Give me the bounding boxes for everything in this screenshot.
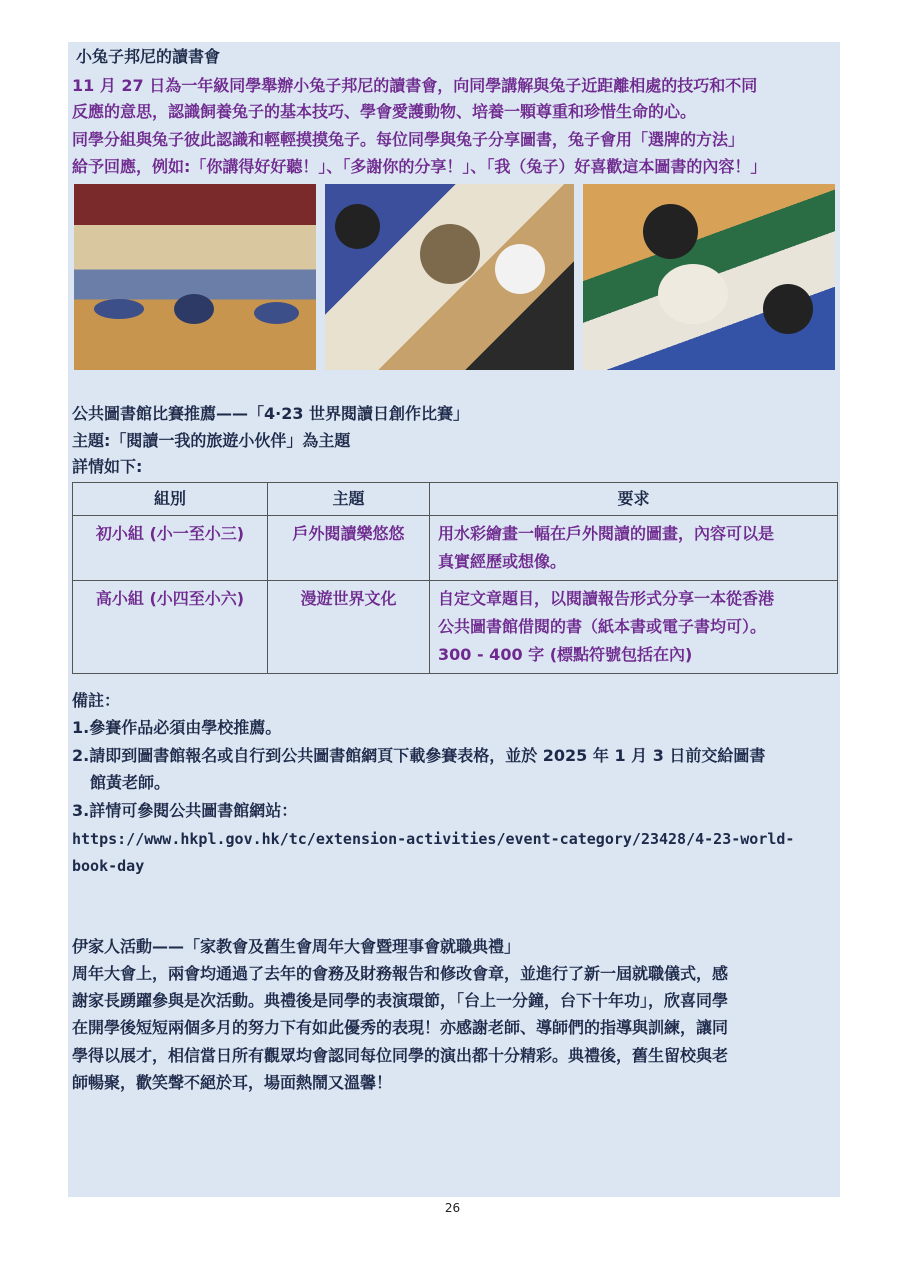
- table-header: 主題: [268, 483, 430, 516]
- section1-title: 小兔子邦尼的讀書會: [76, 47, 221, 66]
- group-cell: 高小組 (小四至小六): [73, 581, 268, 674]
- requirement-line: 300 - 400 字 (標點符號包括在內): [438, 645, 693, 664]
- table-row: [73, 516, 838, 581]
- requirement-line: 公共圖書館借閱的書（紙本書或電子書均可）。: [438, 617, 767, 636]
- requirement-line: 自定文章題目，以閱讀報告形式分享一本從香港: [438, 589, 775, 608]
- table-header: 組別: [73, 483, 268, 516]
- photo-reading-to-rabbit: [583, 184, 835, 370]
- theme-cell: 戶外閱讀樂悠悠: [268, 516, 430, 581]
- note-line: 3.詳情可參閱公共圖書館網站：: [72, 801, 298, 820]
- section1-line-3: 同學分組與兔子彼此認識和輕輕摸摸兔子。每位同學與兔子分享圖書，兔子會用「選牌的方法」: [72, 130, 745, 149]
- note-line: 1.參賽作品必須由學校推薦。: [72, 718, 282, 737]
- requirement-line: 用水彩繪畫一幅在戶外閱讀的圖畫，內容可以是: [438, 524, 775, 543]
- section3-line: 學得以展才，相信當日所有觀眾均會認同每位同學的演出都十分精彩。典禮後，舊生留校與老: [72, 1046, 729, 1065]
- competition-table: [72, 482, 838, 674]
- section2-details-label: 詳情如下:: [72, 457, 143, 476]
- section3-line: 在開學後短短兩個多月的努力下有如此優秀的表現！亦感謝老師、導師們的指導與訓練，讓同: [72, 1018, 729, 1037]
- requirement-line: 真實經歷或想像。: [438, 552, 567, 571]
- section3-line: 謝家長踴躍參與是次活動。典禮後是同學的表演環節，「台上一分鐘，台下十年功」，欣喜同學: [72, 991, 729, 1010]
- note-line: 2.請即到圖書館報名或自行到公共圖書館網頁下載參賽表格，並於 2025 年 1 月 3 日前交給圖書: [72, 746, 766, 765]
- photo-rabbit-cage: [325, 184, 574, 370]
- section2-theme: 主題:「閱讀一我的旅遊小伙伴」為主題: [72, 431, 351, 450]
- requirement-cell: [430, 581, 838, 674]
- section1-line-1: 11 月 27 日為一年級同學舉辦小兔子邦尼的讀書會，向同學講解與兔子近距離相處的技巧和不同: [72, 76, 758, 95]
- table-header: 要求: [430, 483, 838, 516]
- requirement-cell: [430, 516, 838, 581]
- notes-label: 備註：: [72, 691, 121, 710]
- section2-title: 公共圖書館比賽推薦——「4·23 世界閱讀日創作比賽」: [72, 404, 470, 423]
- section3-line: 師暢聚，歡笑聲不絕於耳，場面熱鬧又溫馨！: [72, 1073, 393, 1092]
- table-header-row: [73, 483, 838, 516]
- library-url-cont[interactable]: book-day: [72, 857, 145, 875]
- note-line: 館黃老師。: [90, 773, 171, 792]
- group-cell: 初小組 (小一至小三): [73, 516, 268, 581]
- table-row: [73, 581, 838, 674]
- section3-title: 伊家人活動——「家教會及舊生會周年大會暨理事會就職典禮」: [72, 937, 521, 956]
- section1-line-4: 給予回應，例如:「你講得好好聽！」、「多謝你的分享！」、「我（兔子）好喜歡這本圖書的內容！」: [72, 157, 767, 176]
- photo-hall: [74, 184, 316, 370]
- section3-line: 周年大會上，兩會均通過了去年的會務及財務報告和修改會章，並進行了新一屆就職儀式，感: [72, 964, 729, 983]
- library-url[interactable]: https://www.hkpl.gov.hk/tc/extension-activities/event-category/23428/4-23-world-: [72, 830, 795, 848]
- section1-line-2: 反應的意思，認識飼養兔子的基本技巧、學會愛護動物、培養一顆尊重和珍惜生命的心。: [72, 102, 697, 121]
- theme-cell: 漫遊世界文化: [268, 581, 430, 674]
- page-number: 26: [444, 1201, 461, 1215]
